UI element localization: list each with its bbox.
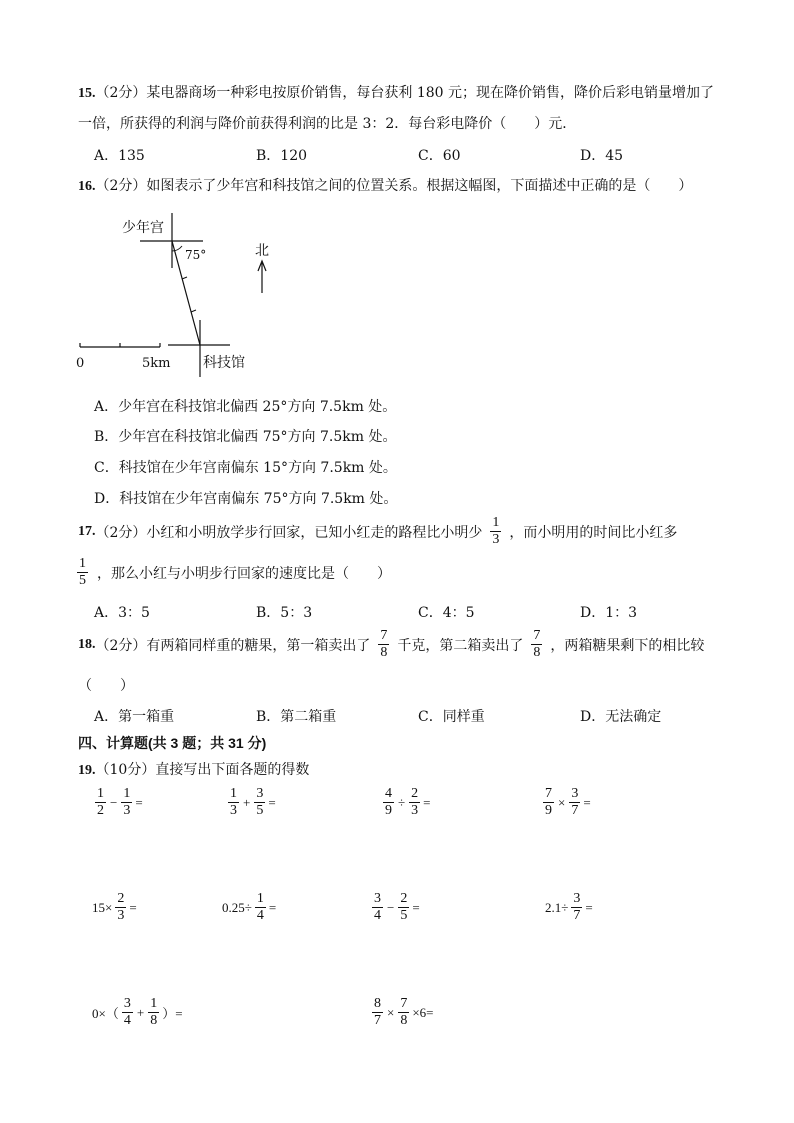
numerator: 3 [571, 786, 579, 801]
expression-prefix: 0×（ [92, 1006, 119, 1021]
q19-item [92, 891, 137, 924]
q18-fraction-2: $\frac{7}{8}$ [533, 628, 541, 660]
q15-line1 [78, 82, 714, 102]
fraction-b [398, 996, 409, 1029]
q17-text-c: ，那么小红与小明步行回家的速度比是（ ） [97, 565, 391, 582]
section-4-heading: 四、计算题(共 3 题；共 31 分) [78, 735, 267, 751]
expression-tail: = [268, 794, 276, 810]
denominator: 4 [123, 1013, 131, 1028]
numerator: 1 [256, 891, 264, 906]
denominator: 3 [411, 803, 419, 818]
q17-stem-line2 [74, 556, 391, 589]
fraction-b [569, 786, 580, 819]
fraction-a [372, 891, 383, 924]
q19-item [92, 786, 143, 819]
expression-prefix: 0.25÷ [222, 899, 252, 915]
scale-km-label: 5km [142, 356, 171, 371]
q17-stem-line1 [78, 515, 677, 548]
q17-option-b: B．5：3 [256, 605, 313, 621]
numerator: 3 [123, 996, 131, 1011]
denominator: 3 [123, 803, 131, 818]
denominator: 3 [117, 908, 125, 923]
fraction-a [383, 786, 394, 819]
denominator: 7 [571, 803, 579, 818]
scale-zero-label: 0 [76, 356, 85, 371]
denominator: 8 [400, 1013, 408, 1028]
q19-item [380, 786, 430, 819]
q19-item [369, 996, 434, 1029]
q18-option-b: B．第二箱重 [256, 709, 337, 725]
q16-option-c: C．科技馆在少年宫南偏东 15°方向 7.5km 处。 [94, 460, 397, 476]
q15-number: 15. [78, 86, 96, 101]
denominator: 5 [400, 908, 408, 923]
q19-score: （10分） [95, 762, 156, 778]
fraction-b [571, 891, 582, 924]
q16-option-b: B．少年宫在科技馆北偏西 75°方向 7.5km 处。 [94, 429, 397, 445]
numerator: 8 [374, 996, 381, 1011]
denominator: 9 [545, 803, 552, 818]
fraction-a [95, 786, 106, 819]
q18-option-c: C．同样重 [418, 709, 485, 725]
numerator: 2 [411, 786, 419, 801]
expression-prefix: 15× [92, 899, 113, 915]
q17-option-a: A．3：5 [94, 605, 150, 621]
operator: − [110, 794, 118, 810]
angle-label: 75° [185, 248, 207, 262]
numerator: 3 [374, 891, 381, 906]
expression-prefix: 2.1÷ [545, 899, 569, 915]
expression-tail: = [585, 899, 593, 915]
q18-score: （2分） [95, 637, 147, 654]
q19-item [545, 891, 593, 924]
fraction-a [122, 996, 133, 1029]
numerator: 3 [573, 891, 581, 906]
operator: × [558, 794, 566, 810]
q19-number: 19. [78, 763, 96, 778]
q17-text-a: 小红和小明放学步行回家，已知小红走的路程比小明少 [146, 524, 483, 541]
fraction-a [543, 786, 554, 819]
denominator: 8 [150, 1013, 158, 1028]
numerator: 2 [117, 891, 125, 906]
expression-tail: = [129, 899, 137, 915]
q18-text-a: 有两箱同样重的糖果，第一箱卖出了 [146, 637, 371, 654]
operator: ÷ [398, 794, 406, 810]
q19-item [369, 891, 420, 924]
denominator: 7 [374, 1013, 381, 1028]
q15-text-line1: 某电器商场一种彩电按原价销售，每台获利 180 元；现在降价销售，降价后彩电销量增加了 [146, 85, 715, 101]
q15-option-a: A．135 [94, 148, 145, 164]
fraction-b [148, 996, 159, 1029]
numerator: 7 [400, 996, 408, 1011]
q19-item [222, 891, 276, 924]
q15-text-line2: 一倍，所获得的利润与降价前获得利润的比是 3：2．每台彩电降价（ ）元． [78, 116, 577, 132]
q16-position-diagram [70, 205, 290, 380]
q19-item [225, 786, 276, 819]
q18-text-d: （ ） [78, 678, 134, 694]
q17-score: （2分） [95, 524, 147, 541]
fraction-b [398, 891, 409, 924]
q16-score: （2分） [95, 178, 147, 194]
denominator: 7 [573, 908, 581, 923]
north-label: 北 [255, 243, 269, 259]
q16-option-d: D．科技馆在少年宫南偏东 75°方向 7.5km 处。 [94, 491, 398, 507]
fraction-b [115, 891, 126, 924]
q18-number: 18. [78, 636, 96, 652]
expression-tail: ）= [162, 1006, 183, 1021]
q17-fraction-1: $\frac{1}{3}$ [492, 515, 500, 547]
route-tick-1 [182, 277, 187, 279]
numerator: 1 [97, 786, 104, 801]
q18-text-b: 千克，第二箱卖出了 [397, 637, 524, 654]
route-tick-2 [191, 310, 196, 312]
expression-tail: ×6= [412, 1004, 434, 1020]
q18-option-d: D．无法确定 [580, 709, 662, 725]
q15-option-c: C．60 [418, 148, 461, 164]
numerator: 3 [256, 786, 264, 801]
numerator: 7 [545, 786, 552, 801]
q16-text: 如图表示了少年宫和科技馆之间的位置关系。根据这幅图，下面描述中正确的是（ ） [146, 178, 693, 194]
numerator: 1 [230, 786, 237, 801]
youth-palace-label: 少年宫 [122, 220, 164, 236]
numerator: 2 [400, 891, 408, 906]
expression-tail: = [423, 794, 431, 810]
expression-tail: = [412, 899, 420, 915]
denominator: 2 [97, 803, 104, 818]
expression-tail: = [135, 794, 143, 810]
q17-text-b: ，而小明用的时间比小红多 [509, 524, 678, 541]
q18-option-a: A．第一箱重 [94, 709, 175, 725]
denominator: 4 [256, 908, 264, 923]
fraction-a [228, 786, 239, 819]
q17-fraction-2: $\frac{1}{5}$ [79, 556, 86, 588]
q16-stem [78, 175, 692, 195]
q18-stem-line1 [78, 628, 704, 661]
denominator: 3 [230, 803, 237, 818]
numerator: 1 [150, 996, 158, 1011]
operator: × [387, 1004, 395, 1020]
denominator: 5 [256, 803, 264, 818]
denominator: 4 [374, 908, 381, 923]
fraction-b [121, 786, 132, 819]
numerator: 1 [123, 786, 131, 801]
fraction-b [409, 786, 420, 819]
operator: + [243, 794, 251, 810]
q19-item [92, 996, 183, 1029]
q17-option-d: D．1：3 [580, 605, 638, 621]
q16-option-a: A．少年宫在科技馆北偏西 25°方向 7.5km 处。 [94, 399, 397, 415]
fraction-b [254, 786, 265, 819]
q17-option-c: C．4：5 [418, 605, 475, 621]
fraction-b [255, 891, 266, 924]
science-museum-label: 科技馆 [203, 355, 245, 371]
q15-score: （2分） [95, 85, 147, 101]
q17-number: 17. [78, 523, 96, 539]
q19-text: 直接写出下面各题的得数 [155, 762, 310, 778]
q15-option-b: B．120 [256, 148, 308, 164]
q18-fraction-1: $\frac{7}{8}$ [380, 628, 388, 660]
numerator: 4 [385, 786, 392, 801]
fraction-a [372, 996, 383, 1029]
q16-number: 16. [78, 179, 96, 194]
q18-text-c: ，两箱糖果剩下的相比较 [550, 637, 705, 654]
operator: − [387, 899, 395, 915]
expression-tail: = [583, 794, 591, 810]
denominator: 9 [385, 803, 392, 818]
q19-stem [78, 759, 309, 779]
q19-item [540, 786, 591, 819]
operator: + [136, 1004, 145, 1020]
expression-tail: = [268, 899, 277, 915]
q15-option-d: D．45 [580, 148, 624, 164]
